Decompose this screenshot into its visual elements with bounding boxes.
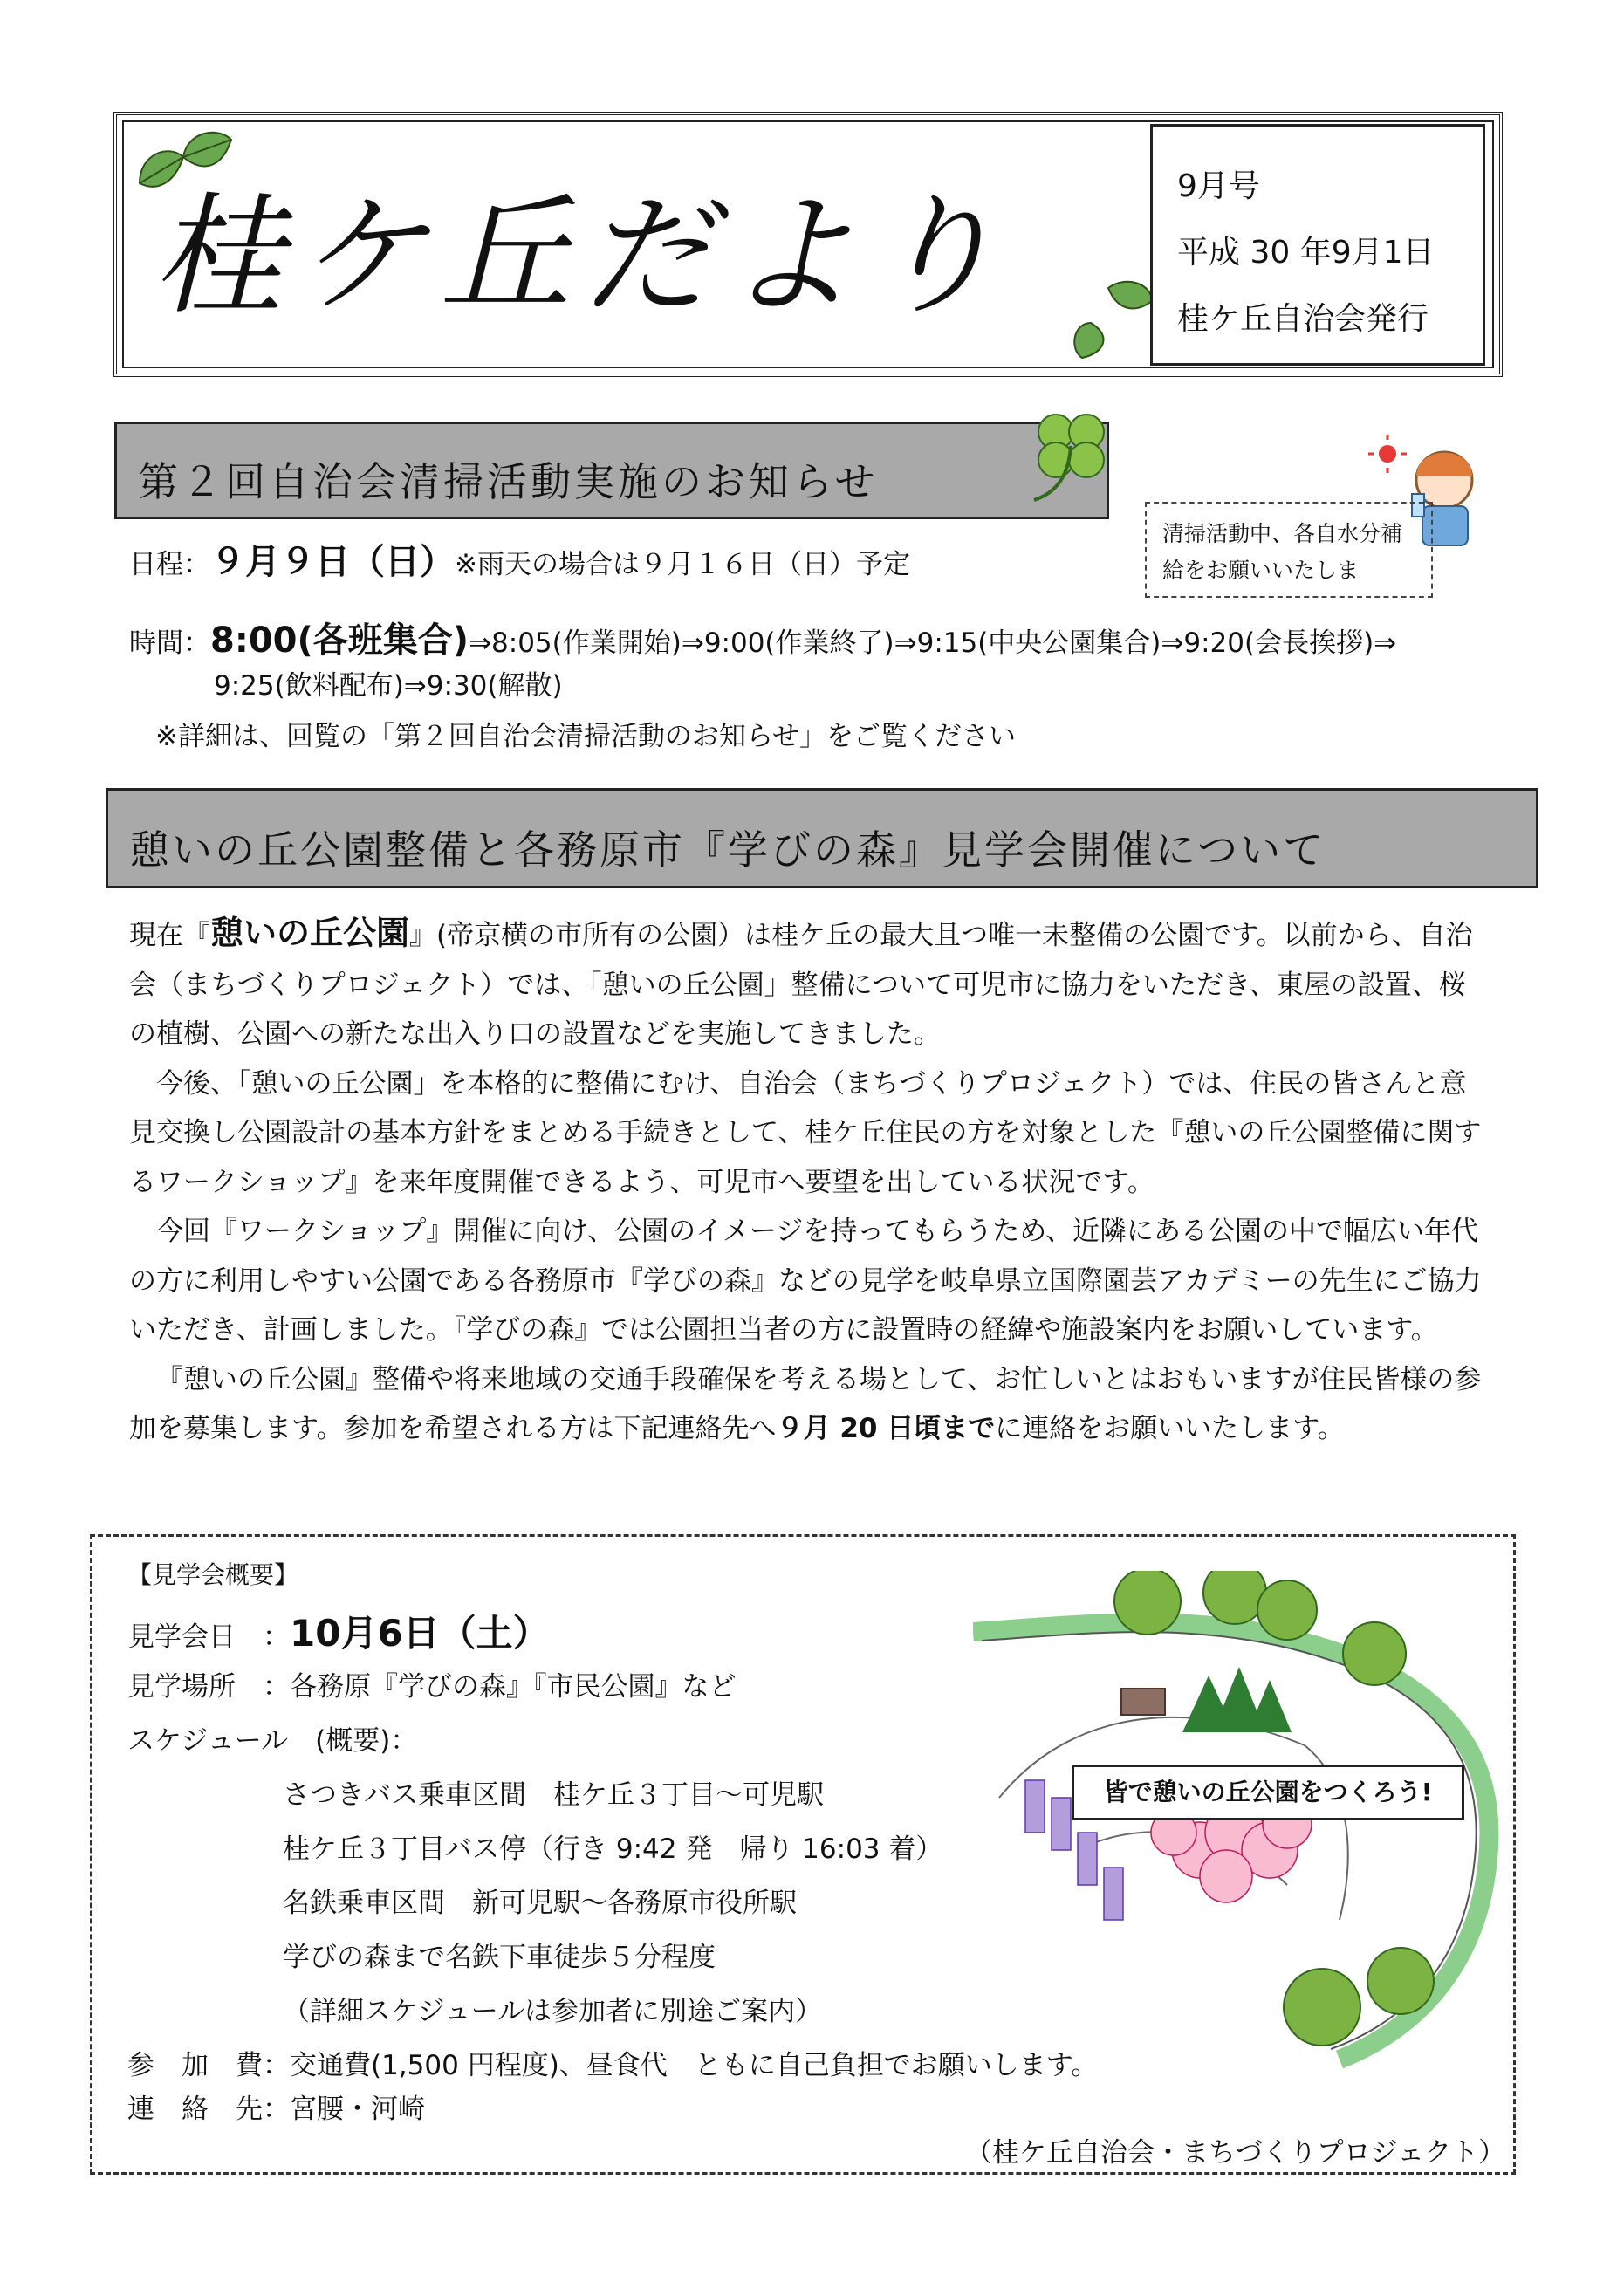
text-run: 』(帝京横の市所有の公園）は桂ケ丘の最大且つ唯一未整備の公園です。以前から、自治会（まちづくりプロジェクト）では、「憩いの丘公園」整備について可児市に協力をいただき、東屋の設置、桜の植樹、公園への新たな出入り口の設置などを実施してきました。 (129, 920, 1473, 1050)
leaf-icon (1065, 271, 1161, 367)
schedule-item: 桂ケ丘３丁目バス停（行き 9:42 発 帰り 16:03 着） (283, 1833, 943, 1865)
park-illustration (973, 1571, 1505, 2077)
schedule-item: 学びの森まで名鉄下車徒歩５分程度 (283, 1942, 716, 1973)
cleanup-time-row (129, 613, 1396, 662)
text-run: に連絡をお願いいたします。 (995, 1413, 1345, 1444)
tour-date: 10月6日（土） (290, 1612, 550, 1655)
park-heading-banner (106, 788, 1538, 888)
tour-box-title: 【見学会概要】 (127, 1560, 299, 1589)
water-reminder-note (1145, 502, 1433, 598)
schedule-item: （詳細スケジュールは参加者に別途ご案内） (283, 1996, 823, 2027)
newsletter-title: 桂ケ丘だより (153, 181, 1012, 332)
cleanup-heading: 第２回自治会清掃活動実施のお知らせ (138, 458, 879, 505)
deadline-bold: ９月 20 日頃まで (776, 1413, 996, 1444)
rain-note: ※雨天の場合は９月１６日（日）予定 (455, 549, 910, 580)
tour-date-label: 見学会日 ： (127, 1621, 290, 1653)
schedule-item: さつきバス乗車区間 桂ケ丘３丁目～可児駅 (283, 1779, 824, 1811)
slogan-label: 皆で憩いの丘公園をつくろう! (1072, 1765, 1464, 1820)
time-label: 時間： (129, 627, 210, 659)
water-note-line: 給をお願いいたしま (1162, 558, 1360, 583)
park-heading: 憩いの丘公園整備と各務原市『学びの森』見学会開催について (129, 826, 1326, 874)
date-label: 日程： (129, 549, 210, 580)
tour-contact: 連 絡 先：宮腰・河崎 (127, 2094, 425, 2125)
issue-date: 平成 30 年9月1日 (1177, 235, 1435, 271)
issue-month: 9月号 (1177, 168, 1260, 204)
paragraph (129, 908, 1482, 1059)
cleanup-heading-banner (114, 422, 1109, 519)
text-run: 現在『 (129, 920, 210, 951)
paragraph: 今後、「憩いの丘公園」を本格的に整備にむけ、自治会（まちづくりプロジェクト）では、住民の皆さんと意見交換し公園設計の基本方針をまとめる手続きとして、桂ケ丘住民の方を対象とした『憩いの丘公園整備に関するワークショップ』を来年度開催できるよう、可児市へ要望を出している状況です。 (129, 1067, 1482, 1198)
detail-note: ※詳細は、回覧の「第２回自治会清掃活動のお知らせ」をご覧ください (155, 721, 1017, 752)
cleanup-date: ９月９日（日） (210, 542, 455, 582)
tour-schedule-label: スケジュール (概要)： (127, 1725, 418, 1757)
tour-date-row (127, 1605, 550, 1657)
paragraph (129, 1355, 1482, 1454)
paragraph: 今回『ワークショップ』開催に向け、公園のイメージを持ってもらうため、近隣にある公園の中で幅広い年代の方に利用しやすい公園である各務原市『学びの森』などの見学を岐阜県立国際園芸アカデミーの先生にご協力いただき、計画しました。『学びの森』では公園担当者の方に設置時の経緯や施設案内をお願いしています。 (129, 1216, 1482, 1346)
schedule-item: 名鉄乗車区間 新可児駅～各務原市役所駅 (283, 1888, 797, 1919)
tour-fee: 参 加 費：交通費(1,500 円程度)、昼食代 ともに自己負担でお願いします。 (127, 2050, 1099, 2081)
publisher: 桂ケ丘自治会発行 (1177, 301, 1429, 337)
gather-time: 8:00(各班集合) (210, 620, 469, 661)
time-schedule: ⇒8:05(作業開始)⇒9:00(作業終了)⇒9:15(中央公園集合)⇒9:20(会長挨拶)⇒ (469, 627, 1397, 659)
tour-place: 見学場所 ：各務原『学びの森』『市民公園』など (127, 1671, 737, 1703)
park-article (129, 908, 1482, 1454)
issue-info-box (1150, 124, 1485, 366)
water-note-line: 清掃活動中、各自水分補 (1162, 521, 1403, 546)
park-name-bold: 憩いの丘公園 (210, 914, 410, 952)
cleanup-date-row (129, 534, 910, 584)
clover-icon (1017, 397, 1121, 511)
organizer: （桂ケ丘自治会・まちづくりプロジェクト） (965, 2137, 1506, 2169)
text-run: 『憩いの丘公園』整備や将来地域の交通手段確保を考える場として、お忙しいとはおもいますが住民皆様の参加を募集します。参加を希望される方は下記連絡先へ (129, 1363, 1482, 1444)
time-schedule-cont: 9:25(飲料配布)⇒9:30(解散) (214, 670, 563, 702)
